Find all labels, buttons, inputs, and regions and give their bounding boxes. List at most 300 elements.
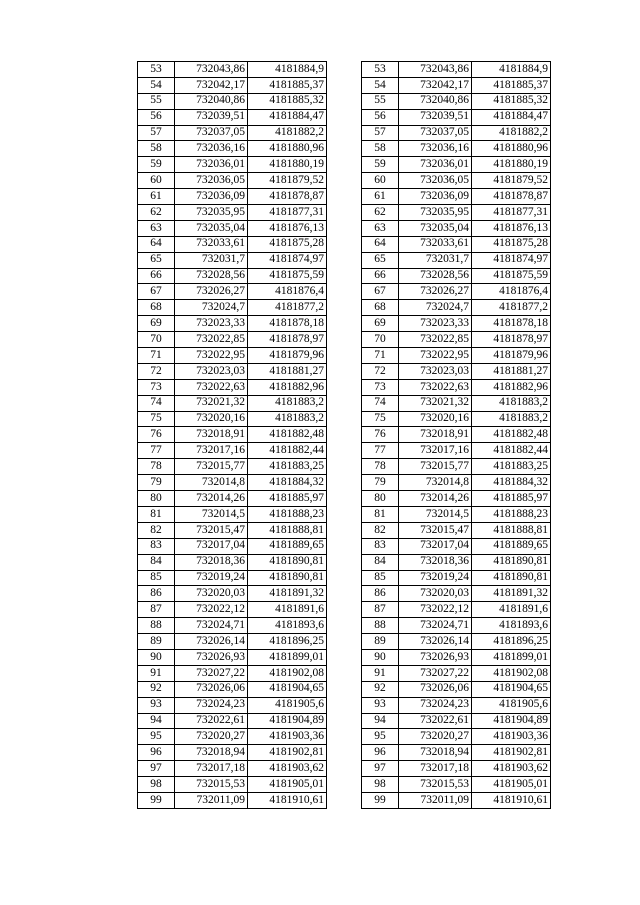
x-coordinate-cell: 732036,01	[175, 157, 248, 173]
x-coordinate-cell: 732027,22	[399, 665, 472, 681]
x-coordinate-cell: 732018,94	[175, 745, 248, 761]
point-number-cell: 66	[138, 268, 175, 284]
x-coordinate-cell: 732035,95	[399, 205, 472, 221]
x-coordinate-cell: 732020,03	[399, 586, 472, 602]
table-row	[362, 506, 551, 522]
x-coordinate-cell: 732017,16	[399, 443, 472, 459]
x-coordinate-cell: 732015,53	[399, 777, 472, 793]
x-coordinate-cell: 732019,24	[399, 570, 472, 586]
point-number-cell: 53	[138, 62, 175, 78]
point-number-cell: 74	[362, 395, 399, 411]
point-number-cell: 57	[362, 125, 399, 141]
table-row	[362, 745, 551, 761]
point-number-cell: 57	[138, 125, 175, 141]
point-number-cell: 78	[362, 459, 399, 475]
point-number-cell: 78	[138, 459, 175, 475]
table-row	[138, 62, 327, 78]
point-number-cell: 67	[362, 284, 399, 300]
table-row	[138, 745, 327, 761]
point-number-cell: 98	[362, 777, 399, 793]
y-coordinate-cell: 4181875,59	[248, 268, 327, 284]
x-coordinate-cell: 732024,23	[175, 697, 248, 713]
table-row	[138, 363, 327, 379]
y-coordinate-cell: 4181883,25	[248, 459, 327, 475]
table-row	[138, 205, 327, 221]
point-number-cell: 99	[362, 792, 399, 808]
point-number-cell: 88	[138, 618, 175, 634]
x-coordinate-cell: 732028,56	[399, 268, 472, 284]
table-row	[362, 109, 551, 125]
x-coordinate-cell: 732015,77	[399, 459, 472, 475]
x-coordinate-cell: 732043,86	[175, 62, 248, 78]
table-row	[362, 761, 551, 777]
y-coordinate-cell: 4181889,65	[248, 538, 327, 554]
table-row	[362, 173, 551, 189]
table-row	[362, 554, 551, 570]
y-coordinate-cell: 4181890,81	[248, 554, 327, 570]
point-number-cell: 76	[362, 427, 399, 443]
y-coordinate-cell: 4181877,31	[248, 205, 327, 221]
y-coordinate-cell: 4181882,2	[248, 125, 327, 141]
x-coordinate-cell: 732026,27	[175, 284, 248, 300]
x-coordinate-cell: 732018,91	[175, 427, 248, 443]
x-coordinate-cell: 732036,05	[175, 173, 248, 189]
coordinates-table-right	[361, 61, 551, 809]
y-coordinate-cell: 4181876,13	[472, 220, 551, 236]
table-row	[362, 93, 551, 109]
x-coordinate-cell: 732026,93	[175, 649, 248, 665]
table-row	[362, 316, 551, 332]
point-number-cell: 75	[138, 411, 175, 427]
point-number-cell: 84	[362, 554, 399, 570]
y-coordinate-cell: 4181881,27	[248, 363, 327, 379]
x-coordinate-cell: 732023,33	[399, 316, 472, 332]
x-coordinate-cell: 732014,8	[399, 475, 472, 491]
point-number-cell: 59	[138, 157, 175, 173]
x-coordinate-cell: 732033,61	[175, 236, 248, 252]
x-coordinate-cell: 732018,91	[399, 427, 472, 443]
y-coordinate-cell: 4181879,96	[248, 348, 327, 364]
y-coordinate-cell: 4181903,62	[472, 761, 551, 777]
y-coordinate-cell: 4181890,81	[248, 570, 327, 586]
point-number-cell: 97	[138, 761, 175, 777]
x-coordinate-cell: 732018,36	[175, 554, 248, 570]
table-row	[138, 93, 327, 109]
x-coordinate-cell: 732021,32	[399, 395, 472, 411]
table-row	[138, 554, 327, 570]
point-number-cell: 65	[362, 252, 399, 268]
y-coordinate-cell: 4181903,36	[472, 729, 551, 745]
y-coordinate-cell: 4181879,96	[472, 348, 551, 364]
point-number-cell: 72	[362, 363, 399, 379]
point-number-cell: 64	[138, 236, 175, 252]
table-row	[362, 284, 551, 300]
y-coordinate-cell: 4181883,2	[248, 411, 327, 427]
point-number-cell: 67	[138, 284, 175, 300]
point-number-cell: 85	[138, 570, 175, 586]
point-number-cell: 81	[138, 506, 175, 522]
y-coordinate-cell: 4181882,44	[248, 443, 327, 459]
y-coordinate-cell: 4181884,47	[472, 109, 551, 125]
x-coordinate-cell: 732017,18	[399, 761, 472, 777]
table-row	[362, 236, 551, 252]
y-coordinate-cell: 4181904,89	[248, 713, 327, 729]
x-coordinate-cell: 732039,51	[399, 109, 472, 125]
x-coordinate-cell: 732036,09	[399, 189, 472, 205]
point-number-cell: 77	[362, 443, 399, 459]
x-coordinate-cell: 732036,05	[399, 173, 472, 189]
y-coordinate-cell: 4181893,6	[472, 618, 551, 634]
x-coordinate-cell: 732018,94	[399, 745, 472, 761]
y-coordinate-cell: 4181890,81	[472, 570, 551, 586]
table-row	[362, 586, 551, 602]
y-coordinate-cell: 4181878,18	[248, 316, 327, 332]
point-number-cell: 96	[362, 745, 399, 761]
point-number-cell: 87	[138, 602, 175, 618]
y-coordinate-cell: 4181890,81	[472, 554, 551, 570]
point-number-cell: 84	[138, 554, 175, 570]
y-coordinate-cell: 4181885,37	[248, 77, 327, 93]
table-row	[138, 681, 327, 697]
x-coordinate-cell: 732014,5	[175, 506, 248, 522]
point-number-cell: 82	[362, 522, 399, 538]
point-number-cell: 60	[362, 173, 399, 189]
y-coordinate-cell: 4181878,97	[248, 332, 327, 348]
table-row	[138, 236, 327, 252]
table-row	[362, 602, 551, 618]
y-coordinate-cell: 4181910,61	[472, 792, 551, 808]
point-number-cell: 75	[362, 411, 399, 427]
y-coordinate-cell: 4181879,52	[248, 173, 327, 189]
y-coordinate-cell: 4181888,81	[472, 522, 551, 538]
point-number-cell: 88	[362, 618, 399, 634]
table-row	[138, 792, 327, 808]
y-coordinate-cell: 4181891,6	[472, 602, 551, 618]
point-number-cell: 86	[362, 586, 399, 602]
table-row	[362, 77, 551, 93]
x-coordinate-cell: 732035,04	[175, 220, 248, 236]
point-number-cell: 93	[362, 697, 399, 713]
point-number-cell: 53	[362, 62, 399, 78]
table-row	[138, 570, 327, 586]
point-number-cell: 71	[362, 348, 399, 364]
point-number-cell: 62	[138, 205, 175, 221]
y-coordinate-cell: 4181877,2	[248, 300, 327, 316]
table-row	[362, 62, 551, 78]
y-coordinate-cell: 4181879,52	[472, 173, 551, 189]
y-coordinate-cell: 4181881,27	[472, 363, 551, 379]
table-row	[362, 348, 551, 364]
y-coordinate-cell: 4181899,01	[472, 649, 551, 665]
y-coordinate-cell: 4181875,28	[472, 236, 551, 252]
y-coordinate-cell: 4181882,96	[248, 379, 327, 395]
point-number-cell: 95	[138, 729, 175, 745]
table-row	[138, 713, 327, 729]
y-coordinate-cell: 4181904,65	[248, 681, 327, 697]
y-coordinate-cell: 4181905,6	[248, 697, 327, 713]
x-coordinate-cell: 732017,04	[399, 538, 472, 554]
x-coordinate-cell: 732020,27	[399, 729, 472, 745]
x-coordinate-cell: 732037,05	[399, 125, 472, 141]
point-number-cell: 69	[138, 316, 175, 332]
point-number-cell: 65	[138, 252, 175, 268]
x-coordinate-cell: 732022,61	[399, 713, 472, 729]
x-coordinate-cell: 732022,12	[399, 602, 472, 618]
y-coordinate-cell: 4181888,23	[472, 506, 551, 522]
y-coordinate-cell: 4181903,36	[248, 729, 327, 745]
y-coordinate-cell: 4181878,87	[248, 189, 327, 205]
table-row	[362, 538, 551, 554]
table-row	[138, 649, 327, 665]
x-coordinate-cell: 732026,14	[399, 634, 472, 650]
point-number-cell: 58	[362, 141, 399, 157]
x-coordinate-cell: 732015,47	[175, 522, 248, 538]
table-row	[138, 125, 327, 141]
table-row	[138, 443, 327, 459]
point-number-cell: 76	[138, 427, 175, 443]
table-row	[362, 411, 551, 427]
x-coordinate-cell: 732040,86	[399, 93, 472, 109]
point-number-cell: 82	[138, 522, 175, 538]
table-row	[138, 522, 327, 538]
table-row	[362, 634, 551, 650]
y-coordinate-cell: 4181883,2	[472, 411, 551, 427]
y-coordinate-cell: 4181884,32	[472, 475, 551, 491]
table-row	[138, 697, 327, 713]
table-row	[138, 506, 327, 522]
x-coordinate-cell: 732022,95	[399, 348, 472, 364]
point-number-cell: 89	[138, 634, 175, 650]
point-number-cell: 54	[362, 77, 399, 93]
x-coordinate-cell: 732019,24	[175, 570, 248, 586]
point-number-cell: 77	[138, 443, 175, 459]
point-number-cell: 94	[138, 713, 175, 729]
point-number-cell: 91	[138, 665, 175, 681]
table-row	[362, 141, 551, 157]
table-row	[362, 125, 551, 141]
table-row	[138, 602, 327, 618]
table-row	[138, 761, 327, 777]
point-number-cell: 83	[362, 538, 399, 554]
table-row	[362, 363, 551, 379]
x-coordinate-cell: 732033,61	[399, 236, 472, 252]
y-coordinate-cell: 4181885,32	[472, 93, 551, 109]
y-coordinate-cell: 4181880,96	[472, 141, 551, 157]
table-row	[362, 713, 551, 729]
point-number-cell: 69	[362, 316, 399, 332]
y-coordinate-cell: 4181888,23	[248, 506, 327, 522]
point-number-cell: 61	[362, 189, 399, 205]
point-number-cell: 98	[138, 777, 175, 793]
point-number-cell: 59	[362, 157, 399, 173]
x-coordinate-cell: 732017,04	[175, 538, 248, 554]
x-coordinate-cell: 732020,27	[175, 729, 248, 745]
x-coordinate-cell: 732022,85	[399, 332, 472, 348]
x-coordinate-cell: 732018,36	[399, 554, 472, 570]
table-row	[362, 570, 551, 586]
point-number-cell: 85	[362, 570, 399, 586]
y-coordinate-cell: 4181882,96	[472, 379, 551, 395]
y-coordinate-cell: 4181884,47	[248, 109, 327, 125]
table-row	[362, 427, 551, 443]
point-number-cell: 60	[138, 173, 175, 189]
y-coordinate-cell: 4181880,96	[248, 141, 327, 157]
table-row	[138, 141, 327, 157]
table-row	[138, 459, 327, 475]
y-coordinate-cell: 4181875,28	[248, 236, 327, 252]
point-number-cell: 62	[362, 205, 399, 221]
point-number-cell: 63	[138, 220, 175, 236]
x-coordinate-cell: 732043,86	[399, 62, 472, 78]
point-number-cell: 70	[362, 332, 399, 348]
point-number-cell: 86	[138, 586, 175, 602]
x-coordinate-cell: 732024,23	[399, 697, 472, 713]
table-row	[362, 379, 551, 395]
x-coordinate-cell: 732031,7	[175, 252, 248, 268]
x-coordinate-cell: 732015,53	[175, 777, 248, 793]
point-number-cell: 55	[362, 93, 399, 109]
x-coordinate-cell: 732042,17	[175, 77, 248, 93]
table-row	[138, 777, 327, 793]
x-coordinate-cell: 732017,18	[175, 761, 248, 777]
x-coordinate-cell: 732020,16	[399, 411, 472, 427]
x-coordinate-cell: 732024,71	[175, 618, 248, 634]
point-number-cell: 99	[138, 792, 175, 808]
point-number-cell: 74	[138, 395, 175, 411]
x-coordinate-cell: 732020,16	[175, 411, 248, 427]
y-coordinate-cell: 4181902,81	[248, 745, 327, 761]
table-row	[138, 300, 327, 316]
x-coordinate-cell: 732035,95	[175, 205, 248, 221]
x-coordinate-cell: 732022,63	[399, 379, 472, 395]
table-row	[138, 109, 327, 125]
point-number-cell: 93	[138, 697, 175, 713]
table-row	[138, 157, 327, 173]
table-row	[138, 538, 327, 554]
y-coordinate-cell: 4181882,48	[472, 427, 551, 443]
x-coordinate-cell: 732021,32	[175, 395, 248, 411]
table-row	[362, 332, 551, 348]
table-row	[138, 252, 327, 268]
y-coordinate-cell: 4181885,97	[472, 491, 551, 507]
table-row	[362, 220, 551, 236]
y-coordinate-cell: 4181885,37	[472, 77, 551, 93]
coordinates-table-body	[362, 62, 551, 809]
x-coordinate-cell: 732017,16	[175, 443, 248, 459]
point-number-cell: 70	[138, 332, 175, 348]
y-coordinate-cell: 4181882,44	[472, 443, 551, 459]
y-coordinate-cell: 4181905,01	[248, 777, 327, 793]
y-coordinate-cell: 4181891,6	[248, 602, 327, 618]
table-row	[362, 475, 551, 491]
y-coordinate-cell: 4181882,2	[472, 125, 551, 141]
x-coordinate-cell: 732020,03	[175, 586, 248, 602]
table-row	[138, 411, 327, 427]
x-coordinate-cell: 732023,03	[399, 363, 472, 379]
y-coordinate-cell: 4181903,62	[248, 761, 327, 777]
table-row	[362, 681, 551, 697]
table-row	[362, 395, 551, 411]
y-coordinate-cell: 4181876,4	[248, 284, 327, 300]
y-coordinate-cell: 4181893,6	[248, 618, 327, 634]
x-coordinate-cell: 732037,05	[175, 125, 248, 141]
x-coordinate-cell: 732024,7	[399, 300, 472, 316]
table-row	[362, 300, 551, 316]
y-coordinate-cell: 4181878,97	[472, 332, 551, 348]
point-number-cell: 72	[138, 363, 175, 379]
table-row	[362, 491, 551, 507]
x-coordinate-cell: 732023,33	[175, 316, 248, 332]
table-row	[362, 649, 551, 665]
point-number-cell: 64	[362, 236, 399, 252]
table-row	[138, 189, 327, 205]
point-number-cell: 73	[362, 379, 399, 395]
x-coordinate-cell: 732022,95	[175, 348, 248, 364]
y-coordinate-cell: 4181880,19	[248, 157, 327, 173]
table-row	[138, 491, 327, 507]
point-number-cell: 55	[138, 93, 175, 109]
point-number-cell: 58	[138, 141, 175, 157]
x-coordinate-cell: 732022,63	[175, 379, 248, 395]
table-row	[138, 332, 327, 348]
x-coordinate-cell: 732036,01	[399, 157, 472, 173]
table-row	[362, 522, 551, 538]
y-coordinate-cell: 4181877,31	[472, 205, 551, 221]
point-number-cell: 68	[138, 300, 175, 316]
x-coordinate-cell: 732036,16	[175, 141, 248, 157]
y-coordinate-cell: 4181875,59	[472, 268, 551, 284]
x-coordinate-cell: 732036,16	[399, 141, 472, 157]
y-coordinate-cell: 4181891,32	[472, 586, 551, 602]
table-row	[138, 77, 327, 93]
y-coordinate-cell: 4181889,65	[472, 538, 551, 554]
x-coordinate-cell: 732015,47	[399, 522, 472, 538]
table-row	[138, 665, 327, 681]
point-number-cell: 94	[362, 713, 399, 729]
y-coordinate-cell: 4181904,65	[472, 681, 551, 697]
point-number-cell: 66	[362, 268, 399, 284]
point-number-cell: 96	[138, 745, 175, 761]
table-row	[138, 586, 327, 602]
table-row	[362, 777, 551, 793]
x-coordinate-cell: 732035,04	[399, 220, 472, 236]
x-coordinate-cell: 732027,22	[175, 665, 248, 681]
point-number-cell: 73	[138, 379, 175, 395]
point-number-cell: 83	[138, 538, 175, 554]
x-coordinate-cell: 732015,77	[175, 459, 248, 475]
table-row	[362, 252, 551, 268]
point-number-cell: 91	[362, 665, 399, 681]
coordinates-table-left	[137, 61, 327, 809]
y-coordinate-cell: 4181883,2	[248, 395, 327, 411]
y-coordinate-cell: 4181905,6	[472, 697, 551, 713]
x-coordinate-cell: 732026,93	[399, 649, 472, 665]
point-number-cell: 79	[362, 475, 399, 491]
table-row	[138, 284, 327, 300]
table-row	[362, 459, 551, 475]
y-coordinate-cell: 4181891,32	[248, 586, 327, 602]
point-number-cell: 56	[138, 109, 175, 125]
table-row	[362, 697, 551, 713]
x-coordinate-cell: 732023,03	[175, 363, 248, 379]
y-coordinate-cell: 4181896,25	[248, 634, 327, 650]
y-coordinate-cell: 4181876,13	[248, 220, 327, 236]
point-number-cell: 63	[362, 220, 399, 236]
table-row	[138, 427, 327, 443]
y-coordinate-cell: 4181882,48	[248, 427, 327, 443]
x-coordinate-cell: 732022,61	[175, 713, 248, 729]
x-coordinate-cell: 732022,85	[175, 332, 248, 348]
